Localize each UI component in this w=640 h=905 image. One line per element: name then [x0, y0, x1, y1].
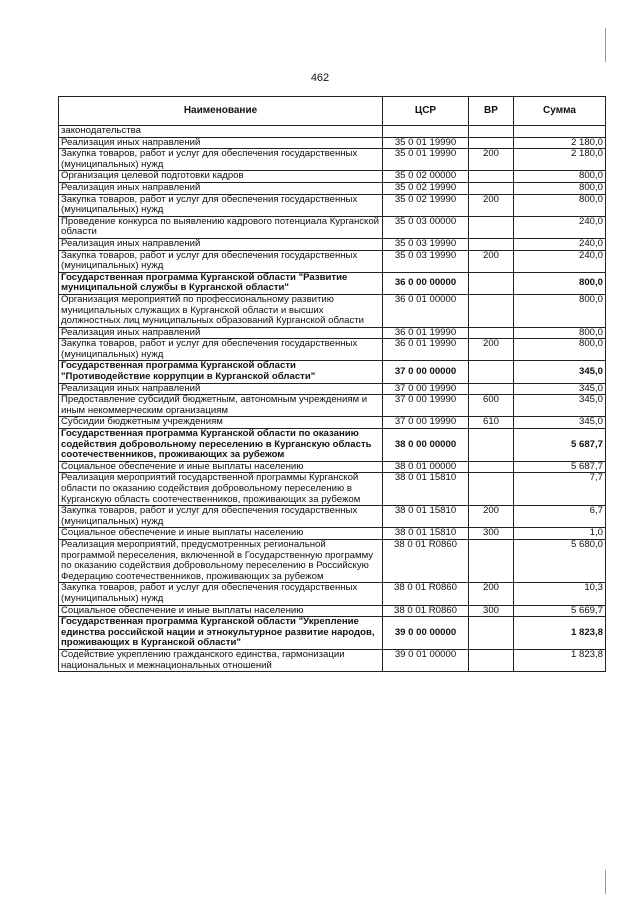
cell-vr: [469, 294, 514, 327]
table-row: [59, 171, 606, 183]
cell-vr: [469, 182, 514, 194]
cell-vr: 200: [469, 250, 514, 272]
cell-vr: [469, 171, 514, 183]
page-number: 462: [310, 72, 330, 84]
cell-name: Реализация иных направлений: [59, 238, 383, 250]
table-row: [59, 473, 606, 506]
cell-name: Социальное обеспечение и иные выплаты населению: [59, 461, 383, 473]
cell-csr: 35 0 02 19990: [383, 182, 469, 194]
table-row: [59, 294, 606, 327]
table-row: [59, 528, 606, 540]
cell-sum: 2 180,0: [514, 137, 606, 149]
cell-vr: [469, 473, 514, 506]
cell-sum: 1 823,8: [514, 617, 606, 650]
cell-sum: 800,0: [514, 327, 606, 339]
table-row: [59, 395, 606, 417]
cell-csr: 36 0 01 19990: [383, 339, 469, 361]
cell-name: Реализация иных направлений: [59, 327, 383, 339]
cell-sum: 1,0: [514, 528, 606, 540]
cell-sum: 10,3: [514, 583, 606, 605]
cell-sum: [514, 126, 606, 138]
cell-csr: 35 0 03 19990: [383, 238, 469, 250]
cell-vr: [469, 429, 514, 462]
cell-vr: 200: [469, 506, 514, 528]
cell-csr: 36 0 01 19990: [383, 327, 469, 339]
cell-sum: 800,0: [514, 182, 606, 194]
cell-name: Социальное обеспечение и иные выплаты населению: [59, 605, 383, 617]
cell-csr: 37 0 00 00000: [383, 361, 469, 383]
cell-sum: 800,0: [514, 194, 606, 216]
header-vr: ВР: [469, 97, 514, 126]
cell-csr: 35 0 03 19990: [383, 250, 469, 272]
cell-vr: 200: [469, 194, 514, 216]
cell-csr: 35 0 01 19990: [383, 137, 469, 149]
table-row: [59, 461, 606, 473]
cell-vr: [469, 361, 514, 383]
cell-sum: 240,0: [514, 238, 606, 250]
table-row: [59, 583, 606, 605]
cell-name: Закупка товаров, работ и услуг для обеспечения государственных (муниципальных) нужд: [59, 149, 383, 171]
cell-vr: [469, 137, 514, 149]
cell-sum: 240,0: [514, 216, 606, 238]
cell-name: Государственная программа Курганской области "Укрепление единства российской нации и этнокультурное развитие народов, проживающих в Курганской области": [59, 617, 383, 650]
cell-sum: 345,0: [514, 417, 606, 429]
header-csr: ЦСР: [383, 97, 469, 126]
table-row: [59, 137, 606, 149]
cell-sum: 240,0: [514, 250, 606, 272]
cell-vr: [469, 649, 514, 671]
cell-vr: 300: [469, 605, 514, 617]
cell-csr: 38 0 01 R0860: [383, 583, 469, 605]
scan-margin-mark-bottom: [605, 870, 606, 894]
cell-vr: [469, 216, 514, 238]
header-sum: Сумма: [514, 97, 606, 126]
cell-name: Предоставление субсидий бюджетным, автономным учреждениям и иным некоммерческим организациям: [59, 395, 383, 417]
cell-sum: 5 669,7: [514, 605, 606, 617]
cell-vr: [469, 327, 514, 339]
table-row: [59, 361, 606, 383]
cell-sum: 2 180,0: [514, 149, 606, 171]
cell-sum: 345,0: [514, 361, 606, 383]
cell-name: Государственная программа Курганской области по оказанию содействия добровольному переселению в Курганскую область соотечественников, проживающих за рубежом: [59, 429, 383, 462]
cell-name: Закупка товаров, работ и услуг для обеспечения государственных (муниципальных) нужд: [59, 506, 383, 528]
table-body: [59, 126, 606, 672]
cell-name: законодательства: [59, 126, 383, 138]
table-row: [59, 194, 606, 216]
cell-sum: 7,7: [514, 473, 606, 506]
cell-vr: [469, 539, 514, 582]
table-row: [59, 216, 606, 238]
cell-csr: 35 0 02 00000: [383, 171, 469, 183]
cell-vr: 200: [469, 583, 514, 605]
cell-sum: 800,0: [514, 339, 606, 361]
table-row: [59, 383, 606, 395]
cell-csr: 38 0 01 R0860: [383, 605, 469, 617]
cell-sum: 5 687,7: [514, 461, 606, 473]
cell-name: Содействие укреплению гражданского единства, гармонизации национальных и межнациональных отношений: [59, 649, 383, 671]
cell-name: Реализация мероприятий государственной программы Курганской области по оказанию содействия добровольному переселению в Курганскую область соотечественников, проживающих за рубежом: [59, 473, 383, 506]
table-row: [59, 272, 606, 294]
cell-vr: [469, 238, 514, 250]
cell-csr: 37 0 00 19990: [383, 395, 469, 417]
table-row: [59, 182, 606, 194]
cell-vr: [469, 461, 514, 473]
cell-vr: 610: [469, 417, 514, 429]
cell-name: Реализация иных направлений: [59, 383, 383, 395]
table-row: [59, 649, 606, 671]
table-row: [59, 149, 606, 171]
cell-name: Государственная программа Курганской области "Развитие муниципальной службы в Курганской области": [59, 272, 383, 294]
cell-csr: 39 0 00 00000: [383, 617, 469, 650]
cell-vr: 600: [469, 395, 514, 417]
cell-name: Реализация иных направлений: [59, 182, 383, 194]
table-row: [59, 617, 606, 650]
scan-margin-mark-top: [605, 28, 606, 62]
table-row: [59, 429, 606, 462]
cell-sum: 5 687,7: [514, 429, 606, 462]
cell-name: Закупка товаров, работ и услуг для обеспечения государственных (муниципальных) нужд: [59, 339, 383, 361]
cell-name: Социальное обеспечение и иные выплаты населению: [59, 528, 383, 540]
header-name: Наименование: [59, 97, 383, 126]
cell-csr: 38 0 00 00000: [383, 429, 469, 462]
cell-csr: 37 0 00 19990: [383, 417, 469, 429]
cell-vr: 300: [469, 528, 514, 540]
cell-csr: 39 0 01 00000: [383, 649, 469, 671]
cell-csr: 38 0 01 15810: [383, 473, 469, 506]
cell-name: Проведение конкурса по выявлению кадрового потенциала Курганской области: [59, 216, 383, 238]
cell-name: Закупка товаров, работ и услуг для обеспечения государственных (муниципальных) нужд: [59, 583, 383, 605]
cell-sum: 800,0: [514, 171, 606, 183]
cell-csr: 36 0 01 00000: [383, 294, 469, 327]
cell-sum: 6,7: [514, 506, 606, 528]
cell-sum: 1 823,8: [514, 649, 606, 671]
table-row: [59, 126, 606, 138]
cell-name: Реализация мероприятий, предусмотренных региональной программой переселения, включенной в Государственную программу по оказанию содействия добровольному переселению в Российскую Федерацию соотечественников, проживающих за рубежом: [59, 539, 383, 582]
cell-name: Субсидии бюджетным учреждениям: [59, 417, 383, 429]
cell-name: Закупка товаров, работ и услуг для обеспечения государственных (муниципальных) нужд: [59, 194, 383, 216]
cell-name: Закупка товаров, работ и услуг для обеспечения государственных (муниципальных) нужд: [59, 250, 383, 272]
cell-sum: 5 680,0: [514, 539, 606, 582]
table-row: [59, 605, 606, 617]
table-row: [59, 339, 606, 361]
table-row: [59, 506, 606, 528]
cell-vr: 200: [469, 149, 514, 171]
cell-csr: 36 0 00 00000: [383, 272, 469, 294]
table-row: [59, 250, 606, 272]
table-header-row: [59, 97, 606, 126]
cell-name: Государственная программа Курганской области "Противодействие коррупции в Курганской области": [59, 361, 383, 383]
cell-sum: 345,0: [514, 395, 606, 417]
cell-csr: 38 0 01 00000: [383, 461, 469, 473]
cell-csr: 38 0 01 15810: [383, 528, 469, 540]
cell-csr: 37 0 00 19990: [383, 383, 469, 395]
cell-csr: [383, 126, 469, 138]
cell-vr: 200: [469, 339, 514, 361]
cell-vr: [469, 617, 514, 650]
table-row: [59, 327, 606, 339]
cell-csr: 35 0 01 19990: [383, 149, 469, 171]
table-row: [59, 539, 606, 582]
cell-vr: [469, 383, 514, 395]
cell-csr: 35 0 03 00000: [383, 216, 469, 238]
cell-csr: 38 0 01 R0860: [383, 539, 469, 582]
table-row: [59, 417, 606, 429]
cell-name: Организация целевой подготовки кадров: [59, 171, 383, 183]
cell-vr: [469, 272, 514, 294]
cell-name: Организация мероприятий по профессиональному развитию муниципальных служащих в Курганской области и высших должностных лиц муниципальных образований Курганской области: [59, 294, 383, 327]
cell-csr: 35 0 02 19990: [383, 194, 469, 216]
cell-csr: 38 0 01 15810: [383, 506, 469, 528]
cell-name: Реализация иных направлений: [59, 137, 383, 149]
budget-table: [58, 96, 606, 672]
cell-sum: 800,0: [514, 272, 606, 294]
table-row: [59, 238, 606, 250]
cell-sum: 345,0: [514, 383, 606, 395]
cell-vr: [469, 126, 514, 138]
cell-sum: 800,0: [514, 294, 606, 327]
